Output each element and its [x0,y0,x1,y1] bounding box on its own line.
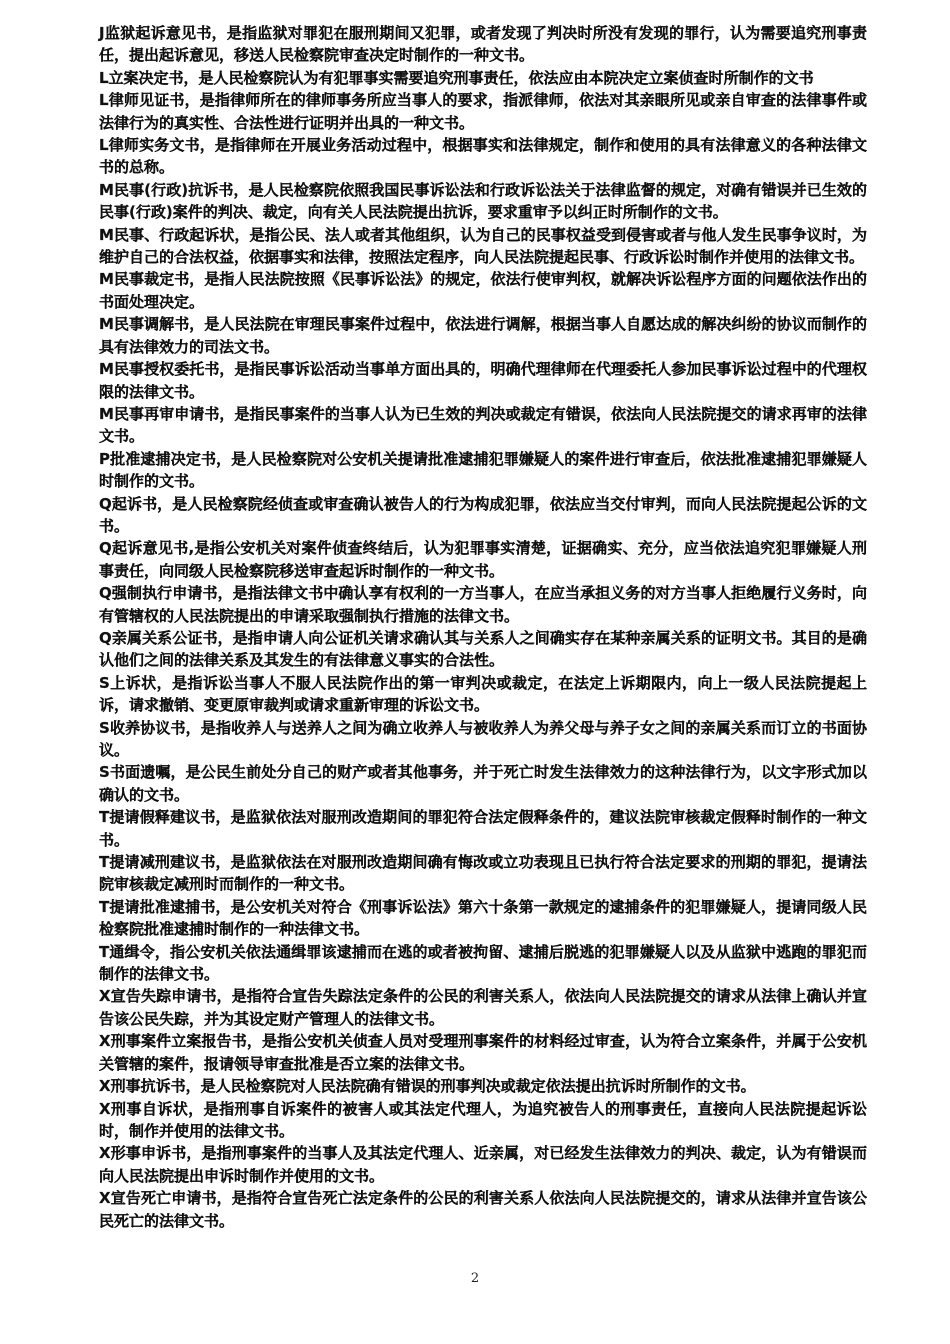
definition-entry-p-arrest-approval: P批准逮捕决定书，是人民检察院对公安机关提请批准逮捕犯罪嫌疑人的案件进行审查后，依法批准逮捕犯罪嫌疑人时制作的文书。 [99,449,867,491]
definition-entry-j-prison-indictment-opinion: J监狱起诉意见书，是指监狱对罪犯在服刑期间又犯罪，或者发现了判决时所没有发现的罪行，认为需要追究刑事责任，提出起诉意见，移送人民检察院审查决定时制作的一种文书。 [99,24,867,65]
document-body [99,22,867,1232]
definition-entry-x-criminal-protest: X刑事抗诉书，是人民检察院对人民法院确有错误的刑事判决或裁定依法提出抗诉时所制作的文书。 [99,1077,756,1096]
definition-entry-m-civil-power-of-attorney: M民事授权委托书，是指民事诉讼活动当事单方面出具的，明确代理律师在代理委托人参加民事诉讼过程中的代理权限的法律文书。 [99,360,867,401]
definition-entry-x-private-prosecution: X刑事自诉状，是指刑事自诉案件的被害人或其法定代理人，为追究被告人的刑事责任，直接向人民法院提起诉讼时，制作并使用的法律文书。 [99,1099,867,1140]
page-number: 2 [470,1271,480,1286]
definition-entry-m-civil-complaint: M民事、行政起诉状，是指公民、法人或者其他组织，认为自己的民事权益受到侵害或者与他人发生民事争议时，为维护自己的合法权益，依据事实和法律，按照法定程序，向人民法院提起民事、行政诉讼时制作并使用的法律文书。 [99,225,867,267]
definition-entry-s-adoption-agreement: S收养协议书，是指收养人与送养人之间为确立收养人与被收养人为养父母与养子女之间的亲属关系而订立的书面协议。 [99,718,867,759]
definition-entry-q-indictment: Q起诉书，是人民检察院经侦查或审查确认被告人的行为构成犯罪，依法应当交付审判，而向人民法院提起公诉的文书。 [99,494,867,535]
definition-entry-t-wanted-order: T通缉令，指公安机关依法通缉罪该逮捕而在逃的或者被拘留、逮捕后脱逃的犯罪嫌疑人以及从监狱中逃跑的罪犯而制作的法律文书。 [99,942,867,984]
definition-entry-x-criminal-case-filing-report: X刑事案件立案报告书，是指公安机关侦查人员对受理刑事案件的材料经过审查，认为符合立案条件，并属于公安机关管辖的案件，报请领导审查批准是否立案的法律文书。 [99,1032,867,1073]
definition-entry-l-lawyer-practice-documents: L律师实务文书，是指律师在开展业务活动过程中，根据事实和法律规定，制作和使用的具有法律意义的各种法律文书的总称。 [99,136,867,177]
definition-entry-q-prosecution-opinion: Q起诉意见书,是指公安机关对案件侦查终结后，认为犯罪事实清楚，证据确实、充分，应当依法追究犯罪嫌疑人刑事责任，向同级人民检察院移送审查起诉时制作的一种文书。 [99,539,867,580]
definition-entry-t-parole-proposal: T提请假释建议书，是监狱依法对服刑改造期间的罪犯符合法定假释条件的，建议法院审核裁定假释时制作的一种文书。 [99,808,867,849]
definition-entry-m-civil-mediation: M民事调解书，是人民法院在审理民事案件过程中，依法进行调解，根据当事人自愿达成的解决纠纷的协议而制作的具有法律效力的司法文书。 [99,315,867,356]
definition-entry-q-kinship-notarization: Q亲属关系公证书，是指申请人向公证机关请求确认其与关系人之间确实存在某种亲属关系的证明文书。其目的是确认他们之间的法律关系及其发生的有法律意义事实的合法性。 [99,628,867,670]
definition-entry-q-enforcement-application: Q强制执行申请书，是指法律文书中确认享有权利的一方当事人，在应当承担义务的对方当事人拒绝履行义务时，向有管辖权的人民法院提出的申请采取强制执行措施的法律文书。 [99,584,867,625]
definition-entry-l-case-filing-decision: L立案决定书，是人民检察院认为有犯罪事实需要追究刑事责任，依法应由本院决定立案侦查时所制作的文书 [99,68,814,87]
definition-entry-s-written-will: S书面遗嘱，是公民生前处分自己的财产或者其他事务，并于死亡时发生法律效力的这种法律行为，以文字形式加以确认的文书。 [99,763,867,804]
definition-entry-t-commutation-proposal: T提请减刑建议书，是监狱依法在对服刑改造期间确有悔改或立功表现且已执行符合法定要求的刑期的罪犯，提请法院审核裁定减刑时而制作的一种文书。 [99,853,867,894]
definition-entry-s-appeal: S上诉状，是指诉讼当事人不服人民法院作出的第一审判决或裁定，在法定上诉期限内，向上一级人民法院提起上诉，请求撤销、变更原审裁判或请求重新审理的诉讼文书。 [99,673,867,715]
definition-entry-m-civil-ruling: M民事裁定书，是指人民法院按照《民事诉讼法》的规定，依法行使审判权，就解决诉讼程序方面的问题依法作出的书面处理决定。 [99,270,867,311]
definition-entry-l-lawyer-witness: L律师见证书，是指律师所在的律师事务所应当事人的要求，指派律师，依法对其亲眼所见或亲自审查的法律事件或法律行为的真实性、合法性进行证明并出具的一种文书。 [99,91,867,132]
definition-entry-x-missing-declaration: X宣告失踪申请书，是指符合宣告失踪法定条件的公民的利害关系人，依法向人民法院提交的请求从法律上确认并宣告该公民失踪，并为其设定财产管理人的法律文书。 [99,987,867,1028]
definition-entry-m-civil-protest: M民事(行政)抗诉书，是人民检察院依照我国民事诉讼法和行政诉讼法关于法律监督的规定，对确有错误并已生效的民事(行政)案件的判决、裁定，向有关人民法院提出抗诉，要求重审予以纠正时所制作的文书。 [99,180,867,222]
definition-entry-t-arrest-request: T提请批准逮捕书，是公安机关对符合《刑事诉讼法》第六十条第一款规定的逮捕条件的犯罪嫌疑人，提请同级人民检察院批准逮捕时制作的一种法律文书。 [99,897,867,939]
definition-entry-x-criminal-petition: X形事申诉书，是指刑事案件的当事人及其法定代理人、近亲属，对已经发生法律效力的判决、裁定，认为有错误而向人民法院提出申诉时制作并使用的文书。 [99,1144,867,1185]
definition-entry-x-death-declaration: X宣告死亡申请书，是指符合宣告死亡法定条件的公民的利害关系人依法向人民法院提交的，请求从法律并宣告该公民死亡的法律文书。 [99,1189,867,1230]
definition-entry-m-civil-retrial-application: M民事再审申请书，是指民事案件的当事人认为已生效的判决或裁定有错误，依法向人民法院提交的请求再审的法律文书。 [99,404,867,446]
